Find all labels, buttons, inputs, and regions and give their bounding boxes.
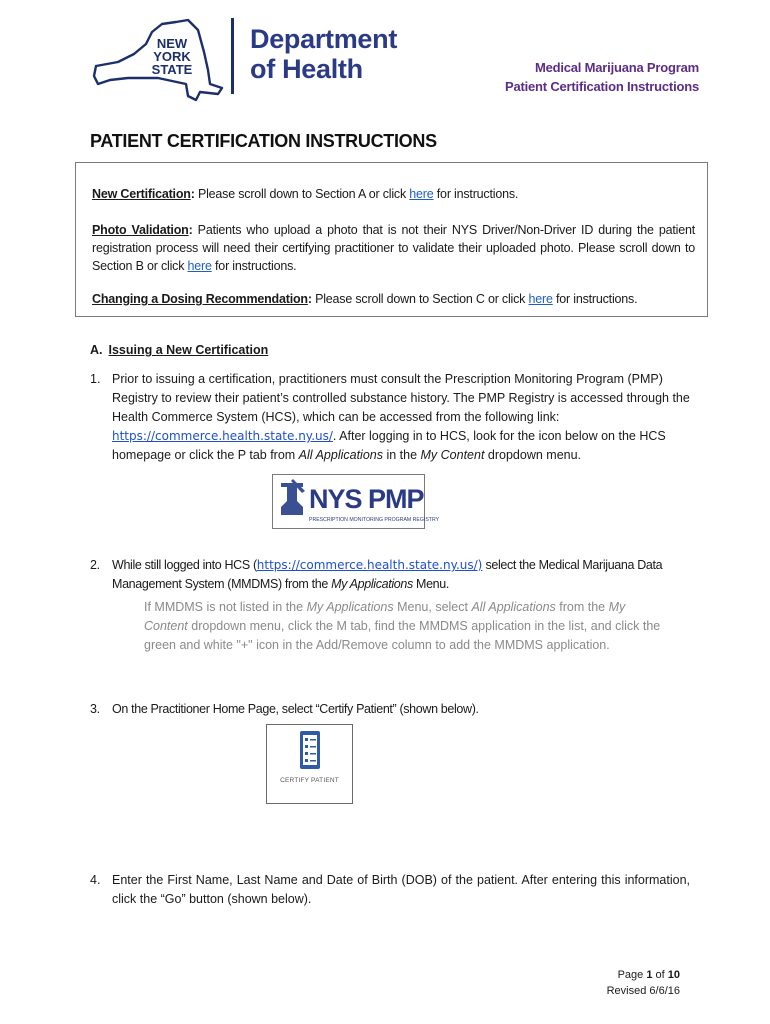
nys-pmp-logo[interactable]	[272, 474, 440, 529]
page-number	[607, 967, 680, 983]
dosing-text-end: for instructions.	[552, 292, 638, 306]
program-name: Medical Marijuana Program	[534, 60, 699, 75]
note-my-applications: My Applications	[306, 600, 394, 614]
dosing-summary	[92, 290, 695, 308]
step-1-text	[112, 370, 690, 465]
page-of: of	[652, 969, 668, 981]
step-1-text-b: . After logging in to HCS, look for the icon below on the HCS homepage or click the P tab from	[112, 429, 666, 462]
department-of-health-logo	[250, 24, 397, 84]
new-certification-summary	[92, 185, 695, 203]
hcs-link[interactable]: https://commerce.health.state.ny.us/	[112, 429, 333, 443]
note-all-applications: All Applications	[471, 600, 556, 614]
logo-divider	[231, 18, 234, 94]
total-pages: 10	[667, 969, 680, 981]
program-header	[505, 58, 699, 96]
step-4	[90, 871, 690, 909]
note-text-b: Menu, select	[393, 600, 472, 614]
step-3	[90, 700, 690, 719]
photo-validation-label: Photo Validation	[92, 223, 189, 237]
summary-box	[75, 162, 708, 317]
new-certification-here-link[interactable]: here	[409, 187, 434, 201]
step-4-number: 4.	[90, 873, 101, 887]
department-line1: Department	[250, 24, 398, 54]
step-2-text	[112, 556, 690, 594]
program-doc-title: Patient Certification Instructions	[504, 79, 699, 94]
pmp-logo-text: NYS PMP	[309, 484, 424, 514]
hcs-link-2[interactable]: https://commerce.health.state.ny.us/)	[256, 558, 483, 572]
step-1-all-applications: All Applications	[298, 448, 383, 462]
current-page: 1	[646, 969, 653, 981]
note-text-a: If MMDMS is not listed in the	[144, 600, 307, 614]
page-title: PATIENT CERTIFICATION INSTRUCTIONS	[90, 131, 437, 151]
new-certification-colon: :	[190, 187, 195, 201]
note-my-content: My Content	[144, 600, 626, 633]
step-2	[90, 556, 690, 594]
step-1-text-c: in the	[382, 448, 421, 462]
step-3-number: 3.	[90, 702, 100, 716]
step-4-text: Enter the First Name, Last Name and Date of Birth (DOB) of the patient. After entering this information, click the “Go” button (shown below).	[112, 873, 690, 906]
step-2-text-c: Menu.	[412, 577, 450, 591]
dosing-label: Changing a Dosing Recommendation	[92, 292, 308, 306]
step-1-number: 1.	[90, 372, 101, 386]
revised-date: Revised 6/6/16	[606, 985, 680, 997]
step-2-text-a: While still logged into HCS (	[112, 558, 257, 572]
note-text-c: from the	[555, 600, 609, 614]
photo-validation-text-end: for instructions.	[211, 259, 297, 273]
page-footer	[607, 967, 680, 999]
department-line2: of Health	[250, 54, 363, 84]
step-2-number: 2.	[90, 558, 100, 572]
dosing-here-link[interactable]: here	[528, 292, 553, 306]
checklist-icon	[267, 725, 352, 775]
step-1-my-content: My Content	[420, 448, 485, 462]
photo-validation-summary	[92, 221, 695, 275]
nys-state-outline-logo	[88, 18, 223, 102]
certify-patient-tile[interactable]	[266, 724, 353, 804]
photo-validation-here-link[interactable]: here	[187, 259, 212, 273]
step-2-my-applications: My Applications	[331, 577, 413, 591]
new-certification-text-end: for instructions.	[433, 187, 519, 201]
photo-validation-text: Patients who upload a photo that is not their NYS Driver/Non-Driver ID during the patient registration process will need their certifying practitioner to validate their uploaded photo. Please scroll down to Section B or click	[92, 223, 695, 273]
step-3-text: On the Practitioner Home Page, select “Certify Patient” (shown below).	[112, 702, 479, 716]
dosing-colon: :	[307, 292, 312, 306]
photo-validation-colon: :	[188, 223, 193, 237]
new-certification-label: New Certification	[92, 187, 191, 201]
section-a-title: Issuing a New Certification	[108, 343, 269, 357]
logo-line3: STATE	[151, 62, 193, 77]
section-a-letter: A.	[90, 343, 103, 357]
logo-line2: YORK	[153, 49, 191, 64]
certify-patient-label: CERTIFY PATIENT	[280, 777, 339, 784]
pmp-logo-subtext: PRESCRIPTION MONITORING PROGRAM REGISTRY	[309, 517, 440, 523]
step-1-text-d: dropdown menu.	[484, 448, 582, 462]
note-text-d: dropdown menu, click the M tab, find the MMDMS application in the list, and click the green and white "+" icon in the Add/Remove column to add the MMDMS application.	[144, 619, 661, 652]
mmdms-note	[144, 598, 664, 655]
section-a-heading	[90, 343, 268, 357]
logo-line1: NEW	[156, 36, 188, 51]
pmp-logo-graphic	[273, 475, 440, 528]
new-certification-text: Please scroll down to Section A or click	[194, 187, 410, 201]
dosing-text: Please scroll down to Section C or click	[311, 292, 529, 306]
step-2-text-b: select the Medical Marijuana Data Management System (MMDMS) from the	[112, 558, 663, 591]
step-1-text-a: Prior to issuing a certification, practitioners must consult the Prescription Monitoring Program (PMP) Registry to review their patient’s controlled substance history. The PMP Registry is accessed through the Health Commerce System (HCS), which can be accessed from the following link:	[112, 372, 690, 424]
page-prefix: Page	[617, 969, 647, 981]
step-1	[90, 370, 690, 465]
